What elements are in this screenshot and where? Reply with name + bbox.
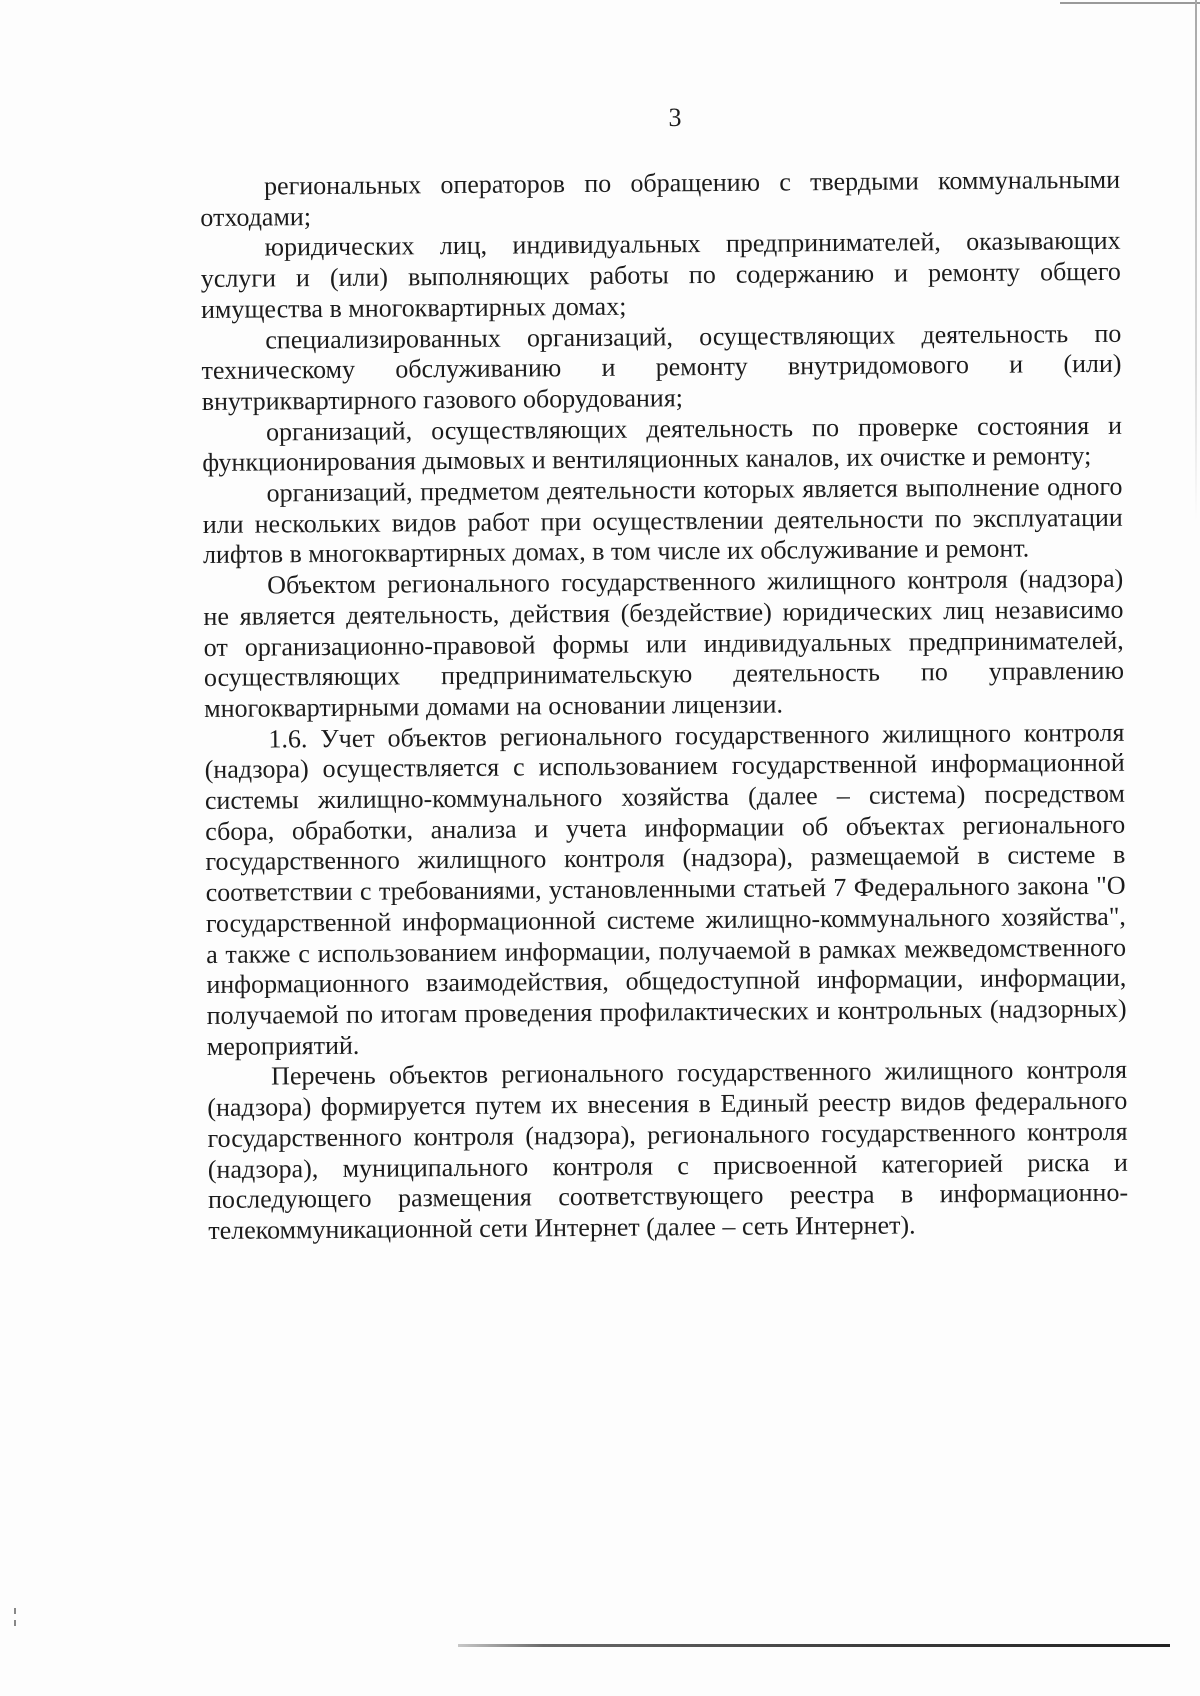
scan-edge-line-right (1195, 0, 1197, 520)
paragraph-elevator-organizations: организаций, предметом деятельности которых является выполнение одного или нескольких видов работ при осуществлении деятельности по эксплуатации лифтов в многоквартирных домах, в том числе их обслуживание и ремонт. (202, 471, 1123, 570)
paragraph-gas-equipment-organizations: специализированных организаций, осуществляющих деятельность по техническому обслуживанию и ремонту внутридомового и (или) внутриквартирного газового оборудования; (201, 318, 1122, 416)
scan-edge-line-top (1060, 2, 1200, 4)
document-body (200, 165, 1128, 1247)
paragraph-regional-operators: региональных операторов по обращению с твердыми коммунальными отходами; (200, 164, 1121, 232)
page-number: 3 (668, 103, 682, 132)
paragraph-ventilation-organizations: организаций, осуществляющих деятельность по проверке состояния и функционирования дымовых и вентиляционных каналов, их очистке и ремонту; (202, 410, 1123, 478)
paragraph-section-1-6: 1.6. Учет объектов регионального государственного жилищного контроля (надзора) осуществляется с использованием государственной информационной системы жилищно-коммунального хозяйства (далее – система) посредством сбора, обработки, анализа и учета информации об объектах регионального государственного жилищного контроля (надзора), размещаемой в системе в соответствии с требованиями, установленными статьей 7 Федерального закона "О государственной информационной системе жилищно-коммунального хозяйства", а также с использованием информации, получаемой в рамках межведомственного информационного взаимодействия, общедоступной информации, информации, получаемой по итогам проведения профилактических и контрольных (надзорных) мероприятий. (204, 717, 1127, 1061)
scan-artifact (14, 1608, 16, 1614)
paragraph-objects-list: Перечень объектов регионального государственного жилищного контроля (надзора) формируется путем их внесения в Единый реестр видов федерального государственного контроля (надзора), регионального государственного контроля (надзора), муниципального контроля с присвоенной категорией риска и последующего размещения соответствующего реестра в информационно-телекоммуникационной сети Интернет (далее – сеть Интернет). (207, 1055, 1129, 1245)
paragraph-legal-entities: юридических лиц, индивидуальных предпринимателей, оказывающих услуги и (или) выполняющих работы по содержанию и ремонту общего имущества в многоквартирных домах; (200, 226, 1121, 324)
footer-rule (458, 1644, 1170, 1647)
scan-artifact (14, 1620, 16, 1626)
paragraph-object-exclusion: Объектом регионального государственного жилищного контроля (надзора) не является деятельность, действия (бездействие) юридических лиц независимо от организационно-правовой формы или индивидуальных предпринимателей, осуществляющих предпринимательскую деятельность по управлению многоквартирными домами на основании лицензии. (203, 563, 1125, 723)
